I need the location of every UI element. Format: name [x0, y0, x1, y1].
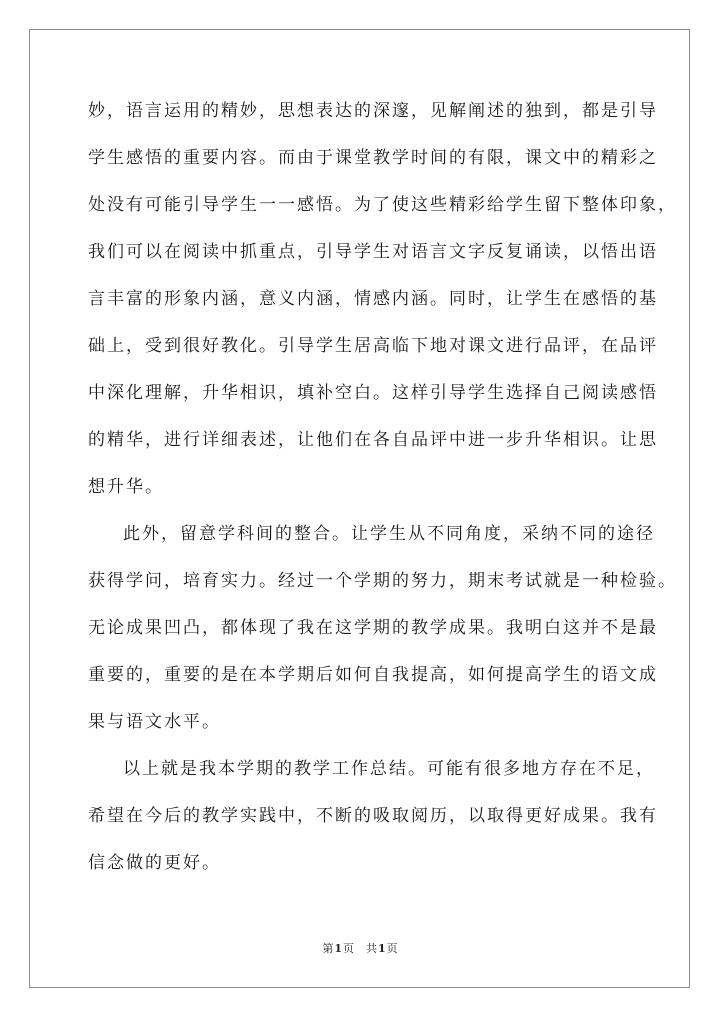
text-line: 我们可以在阅读中抓重点，引导学生对语言文字反复诵读，以悟出语	[88, 242, 658, 262]
document-body	[88, 88, 688, 887]
text-line: 想升华。	[88, 477, 164, 497]
text-line: 妙，语言运用的精妙，思想表达的深邃，见解阐述的独到，都是引导	[88, 101, 658, 121]
page-number: 1	[334, 942, 342, 955]
paragraph-start-line: 以上就是我本学期的教学工作总结。可能有很多地方存在不足，	[123, 759, 655, 779]
page-prefix: 第	[322, 942, 334, 955]
text-line: 果与语文水平。	[88, 712, 221, 732]
text-line: 希望在今后的教学实践中，不断的吸取阅历，以取得更好成果。我有	[88, 806, 658, 826]
text-line: 础上，受到很好教化。引导学生居高临下地对课文进行品评，在品评	[88, 336, 658, 356]
paragraph-start-line: 此外，留意学科间的整合。让学生从不同角度，采纳不同的途径	[123, 524, 655, 544]
text-line: 言丰富的形象内涵，意义内涵，情感内涵。同时，让学生在感悟的基	[88, 289, 658, 309]
total-pages: 1	[378, 942, 386, 955]
text-line: 无论成果凹凸，都体现了我在这学期的教学成果。我明白这并不是最	[88, 618, 658, 638]
text-line: 中深化理解，升华相识，填补空白。这样引导学生选择自己阅读感悟	[88, 383, 658, 403]
total-prefix: 共	[366, 942, 377, 955]
text-line: 获得学问，培育实力。经过一个学期的努力，期末考试就是一种检验。	[88, 571, 677, 591]
text-line: 的精华，进行详细表述，让他们在各自品评中进一步升华相识。让思	[88, 430, 658, 450]
text-line: 重要的，重要的是在本学期后如何自我提高，如何提高学生的语文成	[88, 665, 658, 685]
page-footer	[0, 940, 720, 956]
page-suffix: 页	[343, 942, 354, 955]
text-line: 信念做的更好。	[88, 853, 221, 873]
text-line: 处没有可能引导学生一一感悟。为了使这些精彩给学生留下整体印象，	[88, 195, 677, 215]
total-suffix: 页	[386, 942, 398, 955]
text-line: 学生感悟的重要内容。而由于课堂教学时间的有限，课文中的精彩之	[88, 148, 658, 168]
